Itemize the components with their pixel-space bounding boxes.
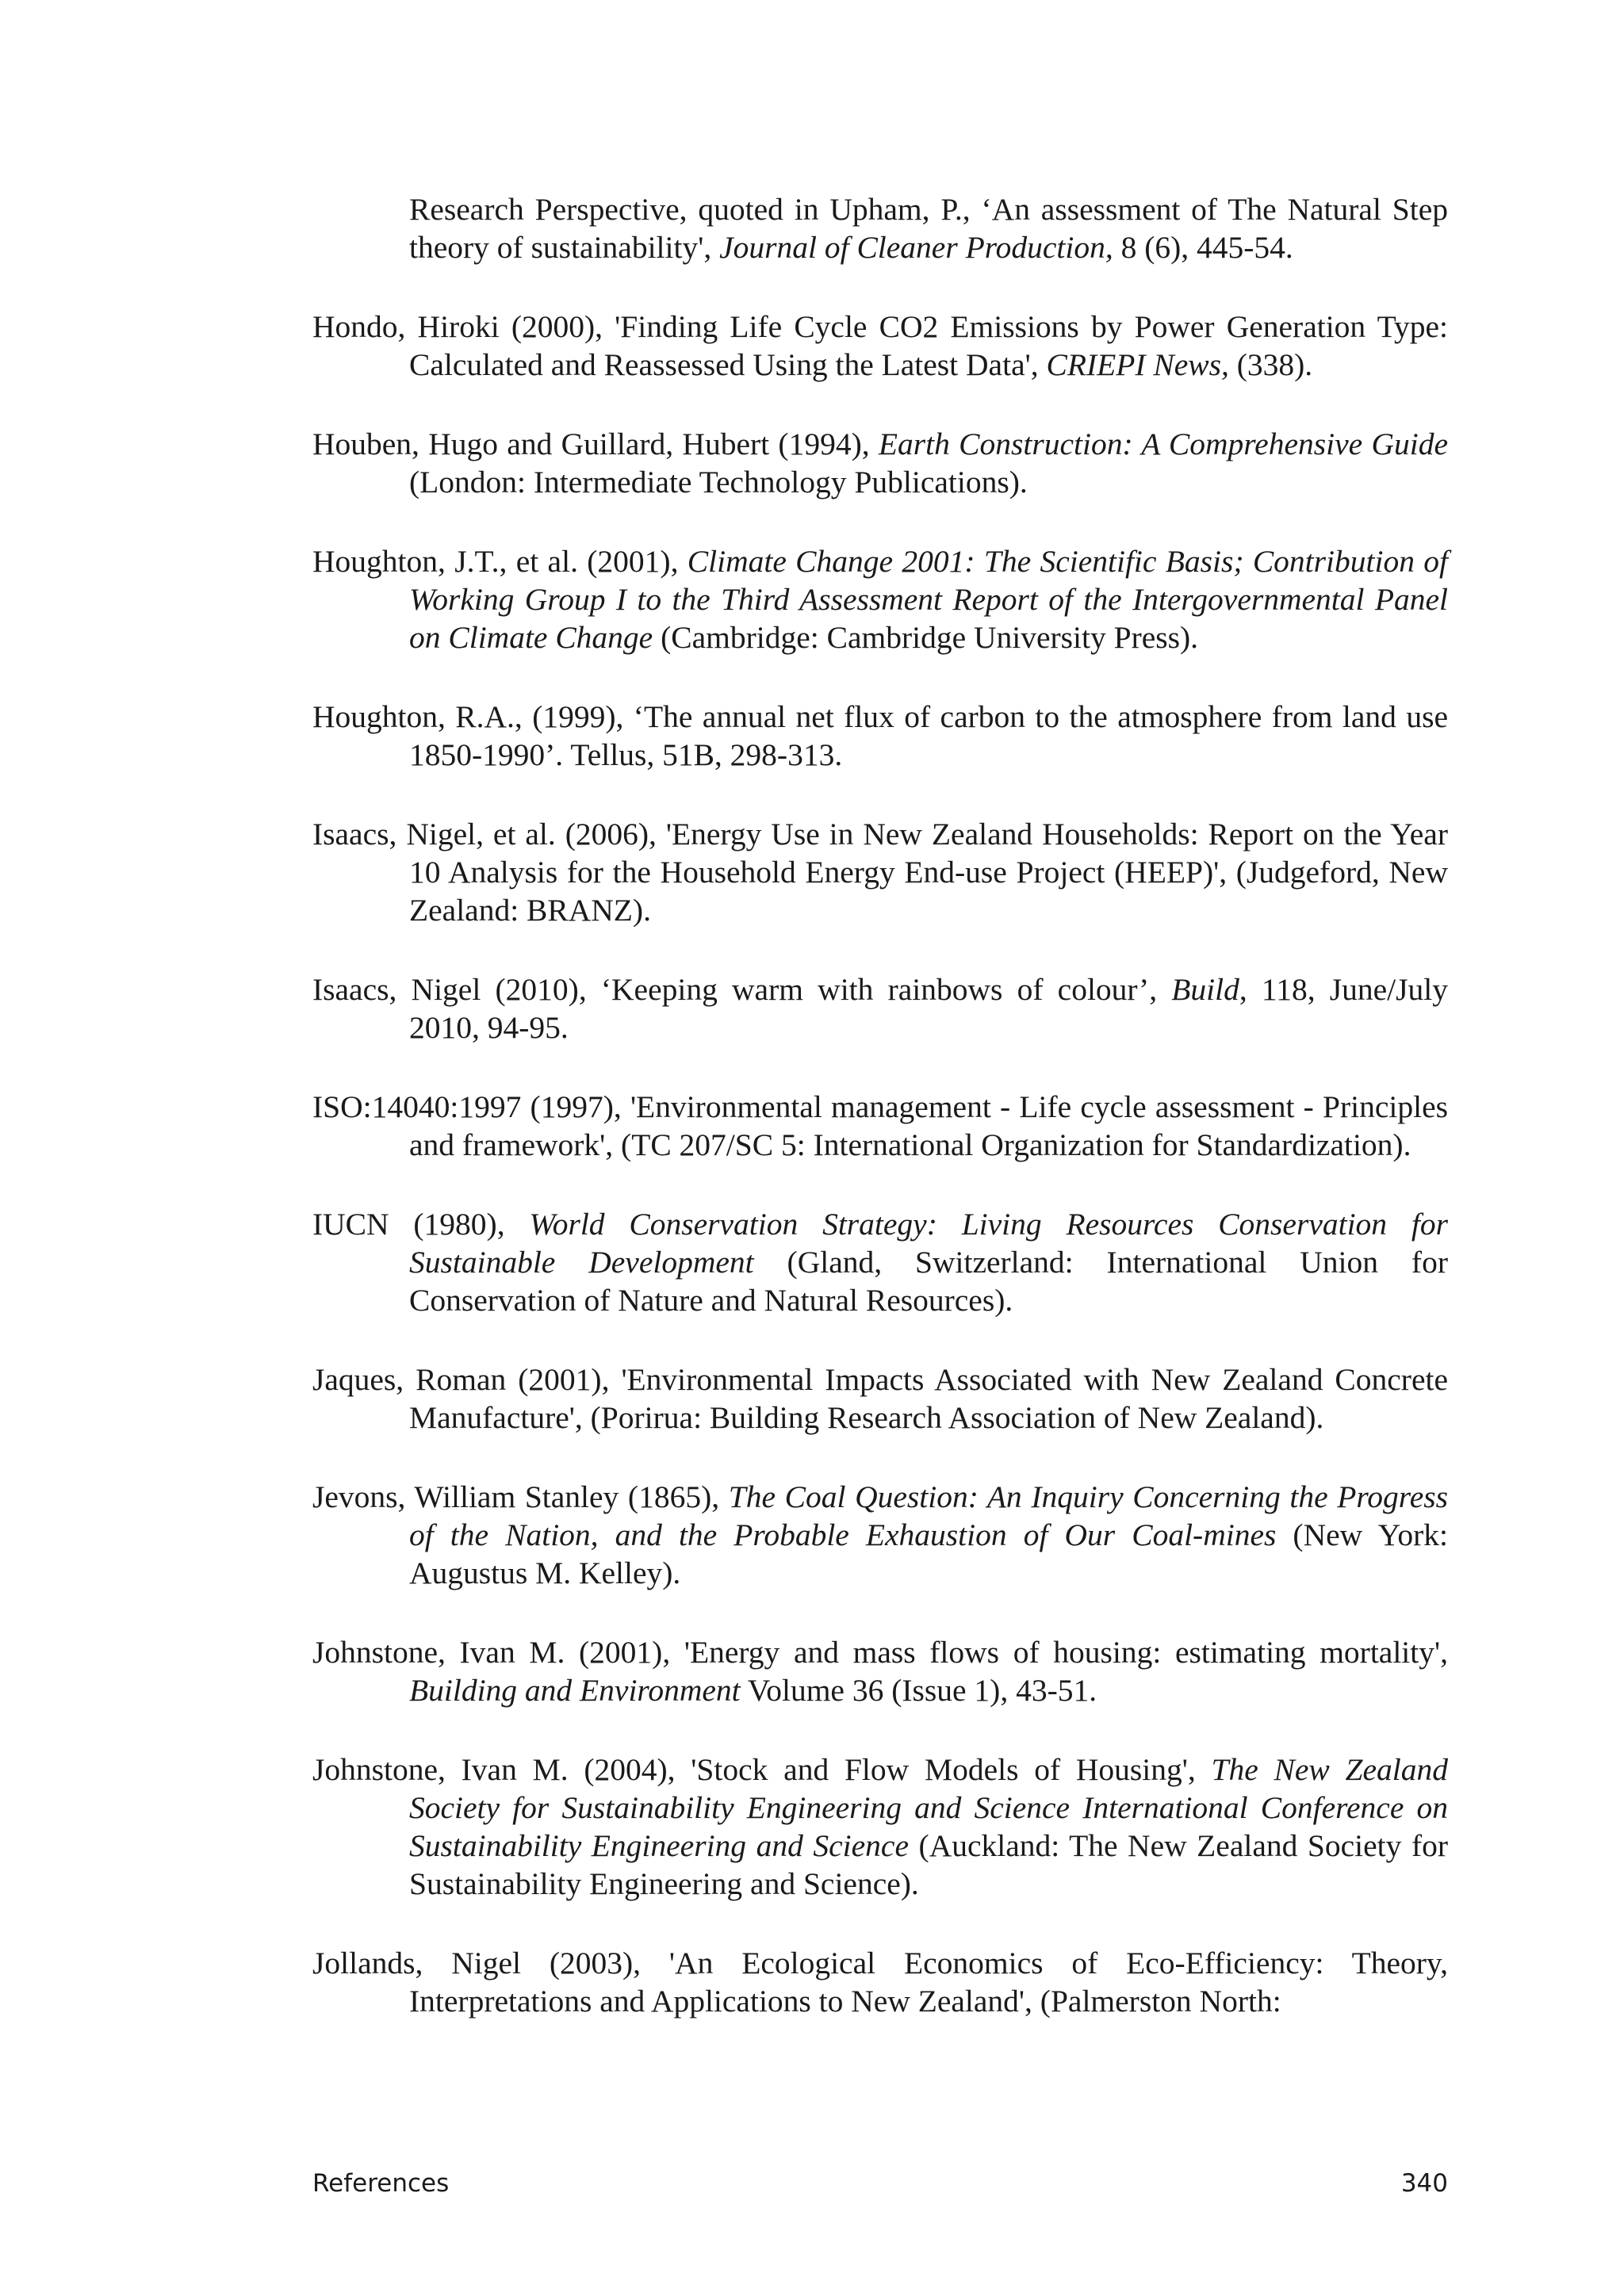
reference-title-italic: CRIEPI News, xyxy=(1046,347,1229,382)
reference-text: (338). xyxy=(1228,347,1313,382)
reference-text: Houghton, J.T., et al. (2001), xyxy=(312,544,688,579)
reference-title-italic: Building and Environment xyxy=(409,1673,741,1708)
reference-entry xyxy=(312,542,1448,656)
reference-title-italic: World Conservation Strategy: Living Resources Conservation for Sustainable Development xyxy=(409,1207,1448,1280)
reference-entry xyxy=(312,1205,1448,1319)
reference-entry xyxy=(312,698,1448,774)
reference-text: Jollands, Nigel (2003), 'An Ecological Economics of Eco-Efficiency: Theory, Interpretations and Applications to New Zealand', (Palmerston North: xyxy=(312,1946,1448,2019)
reference-text: Research Perspective, quoted in Upham, P., ‘An assessment of The Natural Step theory of sustainability', xyxy=(409,192,1448,265)
reference-text: Johnstone, Ivan M. (2004), 'Stock and Flow Models of Housing', xyxy=(312,1752,1212,1787)
reference-title-italic: Earth Construction: A Comprehensive Guide xyxy=(878,427,1448,461)
reference-entry xyxy=(312,1478,1448,1592)
reference-text: Johnstone, Ivan M. (2001), 'Energy and mass flows of housing: estimating mortality', xyxy=(312,1635,1448,1670)
reference-entry xyxy=(312,425,1448,501)
reference-list xyxy=(312,190,1448,2061)
reference-text: Jevons, William Stanley (1865), xyxy=(312,1479,729,1514)
reference-text: (Auckland: The New Zealand Society for Sustainability Engineering and Science). xyxy=(409,1828,1448,1901)
reference-text: ISO:14040:1997 (1997), 'Environmental management - Life cycle assessment - Principles and framework', (TC 207/SC 5: International Organization for Standardization). xyxy=(312,1089,1448,1162)
reference-text: 8 (6), 445-54. xyxy=(1113,230,1293,265)
reference-entry xyxy=(312,190,1448,266)
reference-text: , 118, June/July 2010, 94-95. xyxy=(409,972,1448,1045)
reference-entry xyxy=(312,970,1448,1047)
reference-text: (Gland, Switzerland: International Union for Conservation of Nature and Natural Resources). xyxy=(409,1245,1448,1318)
page-number: 340 xyxy=(1400,2169,1448,2198)
reference-text: (New York: Augustus M. Kelley). xyxy=(409,1517,1448,1590)
reference-entry xyxy=(312,1944,1448,2020)
reference-text: Isaacs, Nigel, et al. (2006), 'Energy Use in New Zealand Households: Report on the Year 10 Analysis for the Household Energy End-use Project (HEEP)', (Judgeford, New Zealand: BRANZ). xyxy=(312,817,1448,928)
reference-title-italic: Journal of Cleaner Production, xyxy=(719,230,1113,265)
reference-entry xyxy=(312,815,1448,929)
reference-text: Volume 36 (Issue 1), 43-51. xyxy=(740,1673,1097,1708)
footer-section-title: References xyxy=(312,2169,450,2198)
reference-title-italic: Build xyxy=(1171,972,1239,1007)
reference-text: Isaacs, Nigel (2010), ‘Keeping warm with rainbows of colour’, xyxy=(312,972,1172,1007)
reference-text: Jaques, Roman (2001), 'Environmental Impacts Associated with New Zealand Concrete Manufacture', (Porirua: Building Research Association of New Zealand). xyxy=(312,1362,1448,1435)
reference-text: Houben, Hugo and Guillard, Hubert (1994), xyxy=(312,427,879,461)
reference-text: (London: Intermediate Technology Publications). xyxy=(409,465,1028,499)
reference-text: Houghton, R.A., (1999), ‘The annual net flux of carbon to the atmosphere from land use 1850-1990’. Tellus, 51B, 298-313. xyxy=(312,699,1448,772)
reference-title-italic: The Coal Question: An Inquiry Concerning the Progress of the Nation, and the Probable Exhaustion of Our Coal-mines xyxy=(409,1479,1448,1552)
reference-entry xyxy=(312,1633,1448,1709)
reference-text: (Cambridge: Cambridge University Press). xyxy=(653,620,1199,655)
reference-title-italic: The New Zealand Society for Sustainability Engineering and Science International Conference on Sustainability Engineering and Science xyxy=(409,1752,1448,1863)
reference-entry xyxy=(312,1360,1448,1437)
reference-text: Hondo, Hiroki (2000), 'Finding Life Cycle CO2 Emissions by Power Generation Type: Calculated and Reassessed Using the Latest Data', xyxy=(312,309,1448,382)
reference-title-italic: Climate Change 2001: The Scientific Basis; Contribution of Working Group I to the Third Assessment Report of the Intergovernmental Panel on Climate Change xyxy=(409,544,1448,655)
reference-entry xyxy=(312,1751,1448,1903)
reference-text: IUCN (1980), xyxy=(312,1207,530,1242)
reference-entry xyxy=(312,308,1448,384)
reference-entry xyxy=(312,1088,1448,1164)
